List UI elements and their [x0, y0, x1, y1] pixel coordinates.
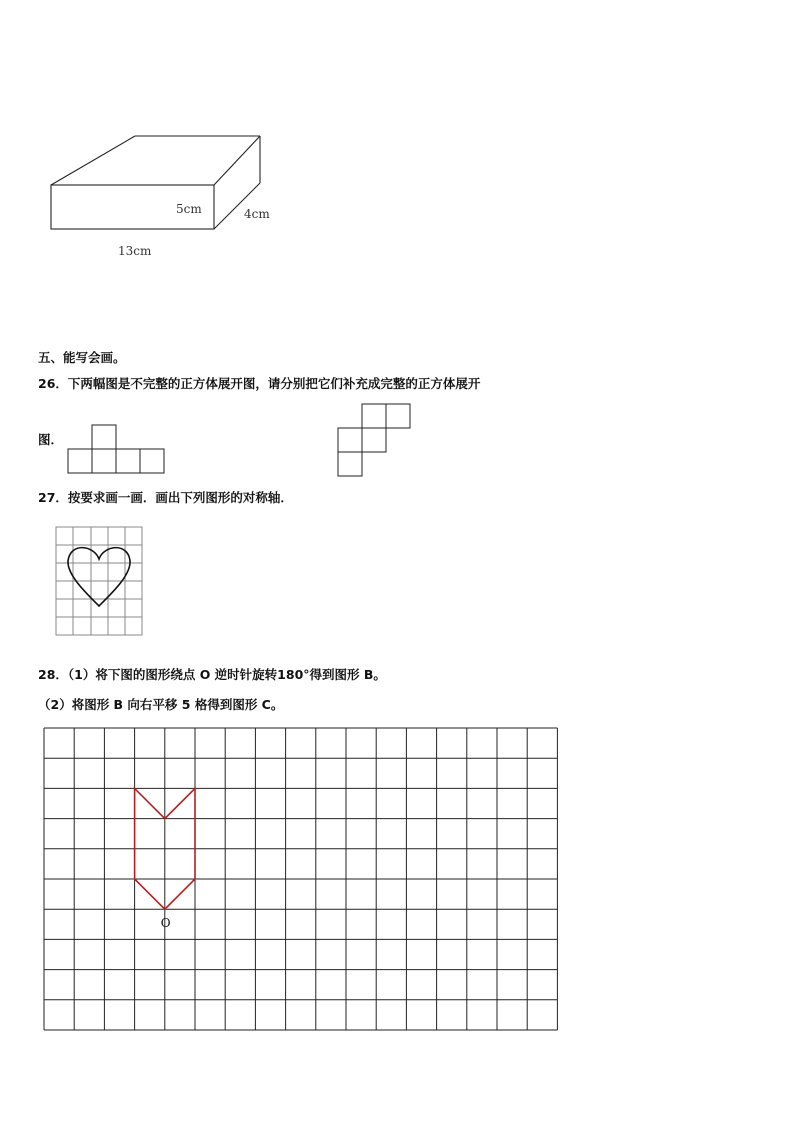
- rotation-grid: [43, 727, 559, 1030]
- cuboid-figure: [40, 128, 320, 268]
- depth-label: 4cm: [244, 207, 270, 221]
- point-o-label: O: [160, 916, 171, 931]
- front-height-label: 5cm: [176, 202, 202, 216]
- cube-net-2: [336, 403, 416, 479]
- cube-net-1: [66, 424, 166, 474]
- heart-grid: [54, 525, 146, 639]
- section-title: 五、能写会画。: [38, 350, 126, 365]
- question-27: 27．按要求画一画．画出下列图形的对称轴．: [38, 490, 293, 505]
- length-label: 13cm: [118, 244, 152, 258]
- question-28-part1: 28．（1）将下图的图形绕点 O 逆时针旋转180°得到图形 B。: [38, 667, 386, 682]
- question-26-line1: 26．下两幅图是不完整的正方体展开图，请分别把它们补充成完整的正方体展开: [38, 376, 481, 391]
- heart-shape: [68, 548, 130, 606]
- question-28-part2: （2）将图形 B 向右平移 5 格得到图形 C。: [38, 697, 284, 712]
- question-26-line2: 图．: [38, 432, 64, 447]
